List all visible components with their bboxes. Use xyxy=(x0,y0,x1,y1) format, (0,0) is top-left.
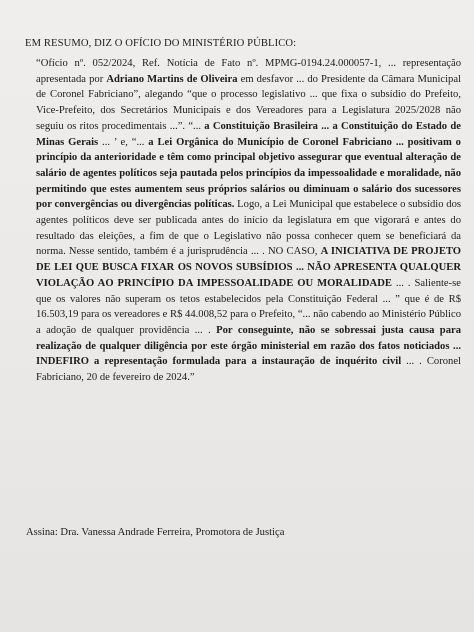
text-run: Logo, a Lei Municipal que estabelece o subsídio dos agentes políticos deve ser publicada antes do início da legislatura em que vigorará e antes do resultado das eleições, a fim de que o Legislativo não possa conhecer quem se beneficiará da norma. Nesse sentido, também é a jurisprudência ... . NO CASO, xyxy=(36,199,461,258)
text-run: ... . Saliente-se que os valores não superam os tetos estabelecidos pela Constituição Federal ... ” que é de R$ 16.503,19 para os vereadores e R$ 44.008,52 para o Prefeito, “... não cabendo ao Ministério Público a adoção de qualquer providência ... . xyxy=(36,277,461,336)
text-run: em desfavor ... do Presidente da Câmara Municipal de Coronel Fabriciano”, alegando “que o processo legislativo ... que fixa o subsídio do Prefeito, Vice-Prefeito, dos Secretários Municipais e dos Vereadores para a Legislatura 2025/2028 não seguiu os ritos procedimentais ...”. “... xyxy=(36,73,461,132)
bold-text-run: Adriano Martins de Oliveira xyxy=(106,73,238,85)
text-run: ... ’ e, “... xyxy=(98,136,149,148)
text-run: “Ofício nº. 052/2024, Ref. Notícia de Fato nº. MPMG-0194.24.000057-1, ... representação apresentada por xyxy=(36,58,461,85)
bold-text-run: a Lei Orgânica do Município de Coronel Fabriciano ... positivam o princípio da anterioridade e têm como principal objetivo assegurar que eventual alteração de salário de agentes políticos seja pautada pelos princípios da impessoalidade e moralidade, não permitindo que estes aumentem seus próprios salários ou diminuam o salário dos sucessores por convergências ou divergências políticas. xyxy=(36,136,461,211)
bold-text-run: A INICIATIVA DE PROJETO DE LEI QUE BUSCA FIXAR OS NOVOS SUBSÍDIOS ... NÃO APRESENTA QUALQUER VIOLAÇÃO AO PRINCÍPIO DA IMPESSOALIDADE OU MORALIDADE xyxy=(36,246,461,289)
bold-text-run: a Constituição Brasileira ... a Constituição do Estado de Minas Gerais xyxy=(36,120,461,148)
signature-line: Assina: Dra. Vanessa Andrade Ferreira, Promotora de Justiça xyxy=(26,527,285,538)
document-heading: EM RESUMO, DIZ O OFÍCIO DO MINISTÉRIO PÚBLICO: xyxy=(25,38,297,49)
bold-text-run: Por conseguinte, não se sobressai justa causa para realização de qualquer diligência por este órgão ministerial em razão dos fatos noticiados ... INDEFIRO a representação formulada para a instauração de inquérito civil xyxy=(36,324,461,368)
text-run: ... . Coronel Fabriciano, 20 de fevereiro de 2024.” xyxy=(36,356,461,384)
document-body xyxy=(36,56,461,386)
